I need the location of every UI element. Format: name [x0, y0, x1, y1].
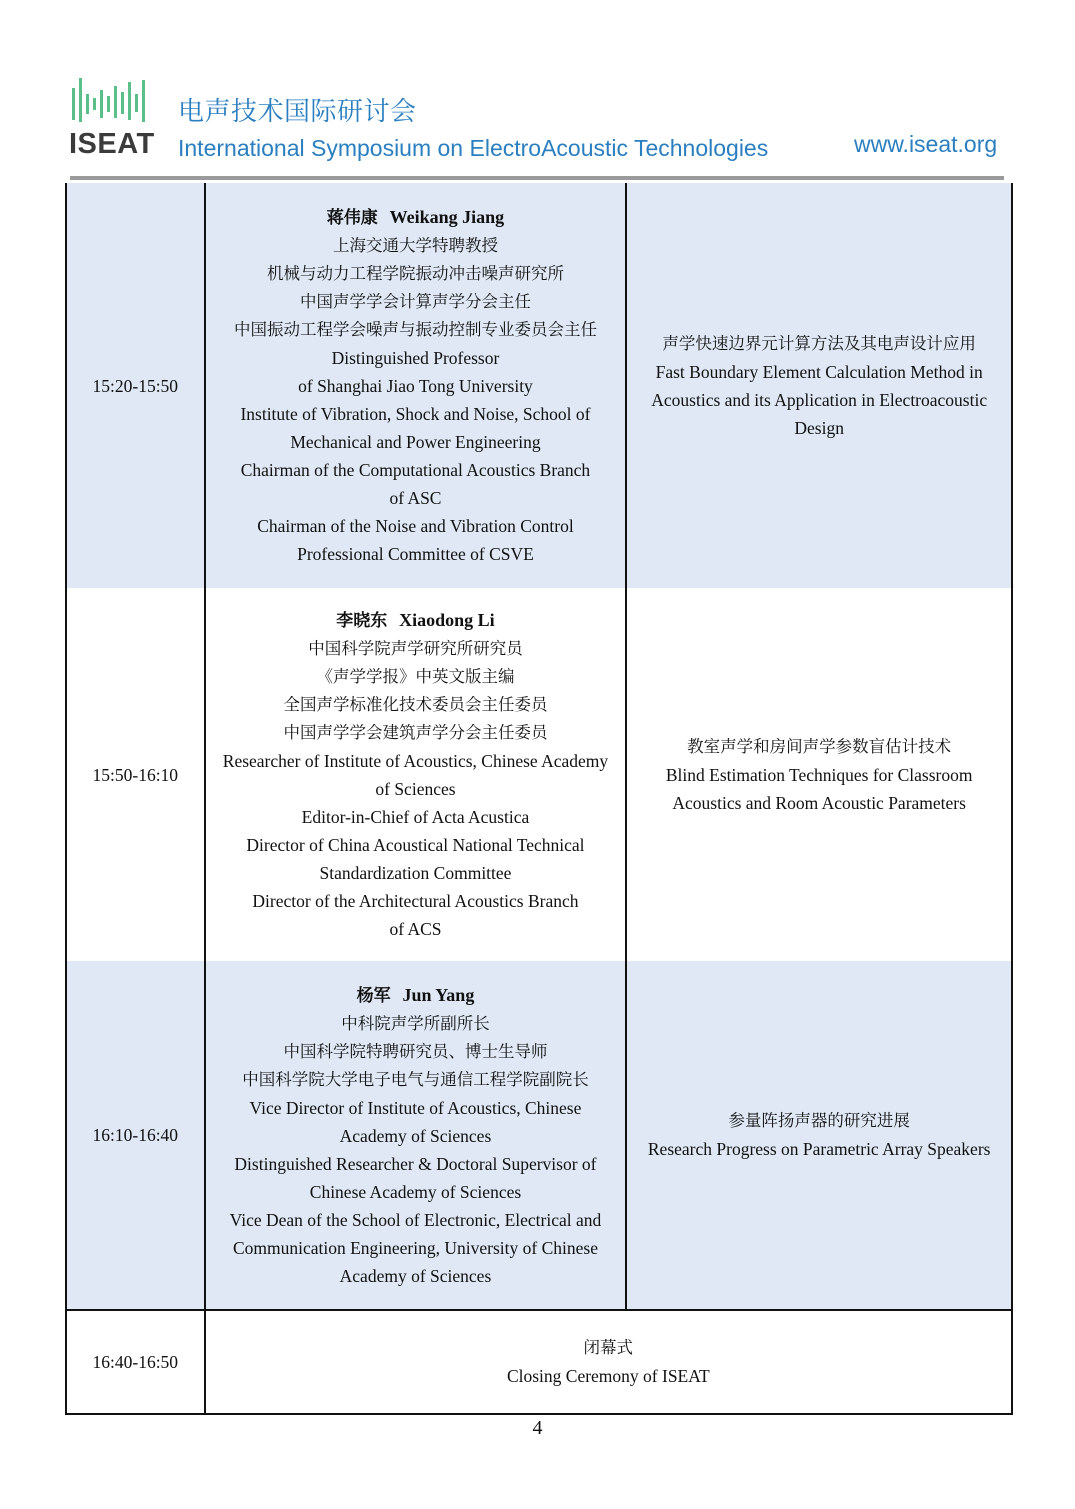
time-cell: 16:40-16:50	[66, 1310, 205, 1414]
symposium-title-cn: 电声技术国际研讨会	[178, 97, 417, 127]
speaker-title-line: Chairman of the Computational Acoustics Branch	[240, 460, 591, 480]
website-link[interactable]: www.iseat.org	[854, 131, 998, 157]
speaker-name	[206, 981, 626, 1010]
speaker-title-line: Distinguished Researcher & Doctoral Supervisor of	[234, 1153, 597, 1174]
speaker-title-line: of Shanghai Jiao Tong University	[298, 376, 533, 396]
speaker-name-en: Jun Yang	[402, 984, 475, 1005]
speaker-title-line: 中国声学学会建筑声学分会主任委员	[283, 723, 548, 742]
topic-title-en: Research Progress on Parametric Array Speakers	[647, 1139, 991, 1159]
sound-wave-logo-icon	[72, 78, 148, 124]
speaker-title-line: 中国科学院大学电子电气与通信工程学院副院长	[242, 1069, 589, 1089]
speaker-title-line: Distinguished Professor	[331, 348, 500, 368]
speaker-title-line: 上海交通大学特聘教授	[332, 236, 498, 255]
header-divider	[70, 176, 1004, 180]
speaker-title-line: of ASC	[389, 488, 442, 508]
topic-title-cn: 参量阵扬声器的研究进展	[728, 1111, 910, 1130]
speaker-cell	[205, 588, 627, 961]
speaker-title-line: Mechanical and Power Engineering	[290, 432, 541, 452]
speaker-name-cn: 李晓东	[336, 611, 388, 631]
table-row	[66, 183, 1012, 588]
speaker-title-line: 中科院声学所副所长	[341, 1013, 490, 1033]
closing-row	[66, 1310, 1012, 1414]
table-row	[66, 961, 1012, 1310]
speaker-title-line: Researcher of Institute of Acoustics, Chinese Academy	[222, 751, 609, 771]
time-cell: 15:20-15:50	[66, 183, 205, 588]
speaker-title-line: Editor-in-Chief of Acta Acustica	[301, 807, 530, 827]
speaker-title-line: Academy of Sciences	[339, 1265, 492, 1286]
speaker-title-line: 中国科学院特聘研究员、博士生导师	[283, 1041, 548, 1061]
schedule-table	[65, 183, 1013, 1415]
speaker-title-line: Director of the Architectural Acoustics Branch	[252, 891, 579, 911]
speaker-title-line: Academy of Sciences	[339, 1125, 492, 1146]
topic-cell	[626, 588, 1012, 961]
topic-title-cn: 教室声学和房间声学参数盲估计技术	[687, 736, 952, 756]
speaker-title-line: Standardization Committee	[319, 863, 512, 883]
topic-title-en: Acoustics and Room Acoustic Parameters	[672, 792, 966, 813]
topic-cell	[626, 961, 1012, 1310]
closing-title-en: Closing Ceremony of ISEAT	[506, 1366, 710, 1386]
speaker-name-en: Xiaodong Li	[399, 610, 495, 630]
closing-cell	[205, 1310, 1012, 1414]
speaker-title-line: 中国振动工程学会噪声与振动控制专业委员会主任	[233, 320, 597, 339]
speaker-name-en: Weikang Jiang	[389, 207, 505, 227]
topic-title-en: Design	[794, 417, 844, 438]
time-cell: 16:10-16:40	[66, 961, 205, 1310]
time-cell: 15:50-16:10	[66, 588, 205, 961]
speaker-title-line: Professional Committee of CSVE	[297, 544, 534, 564]
topic-cell	[626, 183, 1012, 588]
page-number: 4	[532, 1417, 543, 1439]
brand-wordmark: ISEAT	[69, 128, 155, 160]
speaker-title-line: 全国声学标准化技术委员会主任委员	[283, 695, 548, 714]
speaker-title-line: Director of China Acoustical National Technical	[246, 835, 585, 855]
speaker-title-line: of ACS	[389, 919, 442, 939]
speaker-title-line: Chinese Academy of Sciences	[309, 1181, 522, 1202]
speaker-title-line: Institute of Vibration, Shock and Noise, School of	[240, 404, 591, 424]
speaker-title-line: 中国科学院声学研究所研究员	[308, 639, 523, 658]
topic-title-en: Blind Estimation Techniques for Classroom	[665, 764, 973, 785]
speaker-title-line: Vice Dean of the School of Electronic, Electrical and	[229, 1209, 602, 1230]
topic-title-cn: 声学快速边界元计算方法及其电声设计应用	[662, 333, 976, 353]
speaker-cell	[205, 961, 627, 1310]
table-row	[66, 588, 1012, 961]
speaker-name-cn: 杨军	[356, 985, 391, 1006]
page-header	[0, 0, 1075, 190]
speaker-title-line: Chairman of the Noise and Vibration Control	[257, 516, 574, 536]
topic-title-en: Fast Boundary Element Calculation Method in	[655, 361, 983, 382]
speaker-name-cn: 蒋伟康	[326, 208, 378, 228]
speaker-title-line: 机械与动力工程学院振动冲击噪声研究所	[266, 264, 564, 283]
speaker-title-line: Communication Engineering, University of Chinese	[232, 1237, 598, 1258]
speaker-title-line: of Sciences	[375, 779, 456, 799]
speaker-title-line: 中国声学学会计算声学分会主任	[299, 292, 531, 311]
topic-title-en: Acoustics and its Application in Electroacoustic	[651, 389, 988, 410]
speaker-name	[206, 606, 626, 635]
speaker-title-line: Vice Director of Institute of Acoustics, Chinese	[249, 1097, 582, 1118]
speaker-name	[206, 203, 626, 232]
symposium-title-en: International Symposium on ElectroAcoustic Technologies	[178, 135, 769, 161]
speaker-cell	[205, 183, 627, 588]
speaker-title-line: 《声学学报》中英文版主编	[316, 667, 515, 686]
closing-title-cn: 闭幕式	[583, 1338, 634, 1357]
